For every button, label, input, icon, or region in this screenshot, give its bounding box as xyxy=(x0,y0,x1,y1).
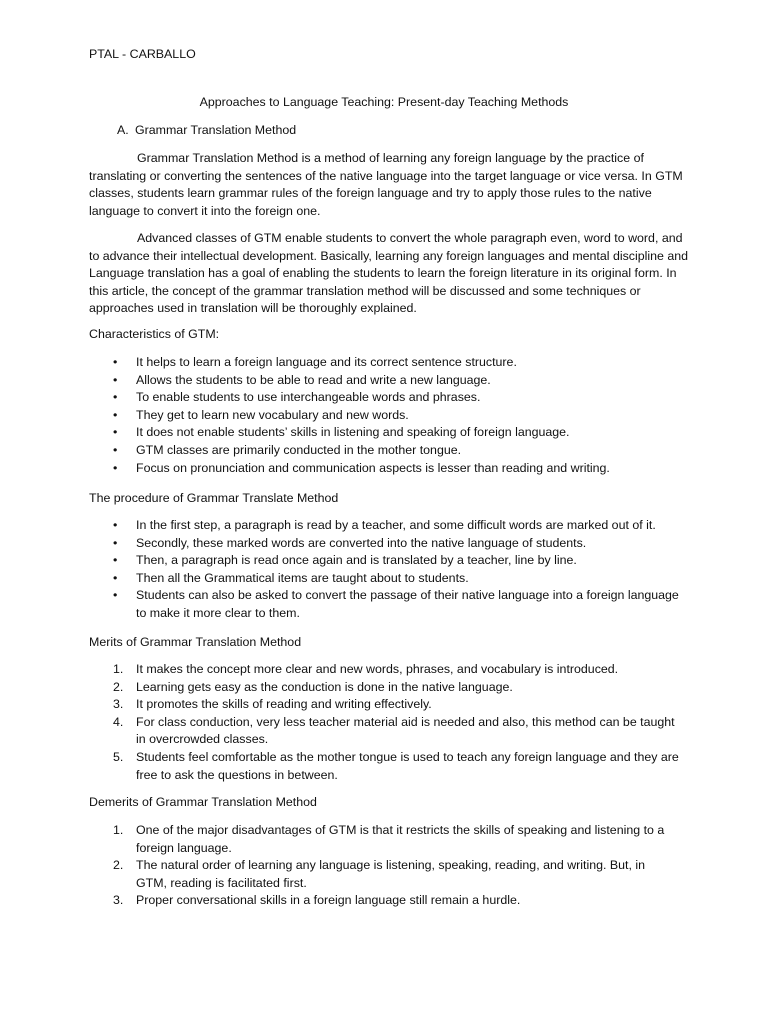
intro-paragraph: Grammar Translation Method is a method of learning any foreign language by the practice of translating or converting the sentences of the native language into the target language or vice versa. In GTM classes, students learn grammar rules of the foreign language and try to apply those rules to the native language to convert it into the foreign one. xyxy=(89,151,683,218)
list-item: 3. Proper conversational skills in a foreign language still remain a hurdle. xyxy=(113,892,679,910)
advanced-classes-paragraph: Advanced classes of GTM enable students to convert the whole paragraph even, word to word, and to advance their intellectual development. Basically, learning any foreign languages and mental discipline and Language translation has a goal of enabling the students to learn the foreign literature in its original form. In this article, the concept of the grammar translation method will be discussed and some techniques or approaches used in translation will be thoroughly explained. xyxy=(89,231,689,316)
bullet-marker: • xyxy=(113,407,118,422)
bullet-marker: • xyxy=(113,460,118,475)
list-item: • They get to learn new vocabulary and new words. xyxy=(113,407,679,425)
item-number: 3. xyxy=(113,697,124,712)
bullet-marker: • xyxy=(113,570,118,585)
list-item: 2. Learning gets easy as the conduction is done in the native language. xyxy=(113,679,679,697)
list-item: • In the first step, a paragraph is read by a teacher, and some difficult words are marked out of it. xyxy=(113,517,679,535)
section-heading-text: Grammar Translation Method xyxy=(135,123,297,137)
characteristics-list xyxy=(113,354,679,477)
merits-label: Merits of Grammar Translation Method xyxy=(89,635,302,649)
item-number: 5. xyxy=(113,749,124,764)
bullet-marker: • xyxy=(113,442,118,457)
list-item: • GTM classes are primarily conducted in the mother tongue. xyxy=(113,442,679,460)
list-item: • Focus on pronunciation and communication aspects is lesser than reading and writing. xyxy=(113,460,679,478)
list-item: • Allows the students to be able to read and write a new language. xyxy=(113,372,679,390)
list-item: 5. Students feel comfortable as the mother tongue is used to teach any foreign language and they are free to ask the questions in between. xyxy=(113,749,679,782)
characteristics-label: Characteristics of GTM: xyxy=(89,327,220,341)
demerits-label: Demerits of Grammar Translation Method xyxy=(89,795,317,809)
list-item: • Then all the Grammatical items are taught about to students. xyxy=(113,570,679,588)
page-title: Approaches to Language Teaching: Present-day Teaching Methods xyxy=(199,95,569,109)
procedure-label: The procedure of Grammar Translate Method xyxy=(89,491,339,505)
bullet-marker: • xyxy=(113,518,118,532)
bullet-marker: • xyxy=(113,372,118,387)
list-item: • It helps to learn a foreign language and its correct sentence structure. xyxy=(113,354,679,372)
list-item: 3. It promotes the skills of reading and writing effectively. xyxy=(113,696,679,714)
list-item: • Then, a paragraph is read once again and is translated by a teacher, line by line. xyxy=(113,552,679,570)
item-number: 2. xyxy=(113,858,124,873)
list-item: 4. For class conduction, very less teacher material aid is needed and also, this method can be taught in overcrowded classes. xyxy=(113,714,675,747)
procedure-list xyxy=(113,517,679,623)
merits-list xyxy=(113,661,679,784)
bullet-marker: • xyxy=(113,355,118,369)
item-number: 2. xyxy=(113,679,124,694)
document-header: PTAL - CARBALLO xyxy=(89,47,196,61)
bullet-marker: • xyxy=(113,535,118,550)
bullet-marker: • xyxy=(113,390,118,405)
item-number: 4. xyxy=(113,714,124,729)
list-item: • It does not enable students’ skills in listening and speaking of foreign language. xyxy=(113,424,679,442)
list-item: 1. It makes the concept more clear and new words, phrases, and vocabulary is introduced. xyxy=(113,661,679,679)
list-item: 1. One of the major disadvantages of GTM is that it restricts the skills of speaking and listening to a foreign language. xyxy=(113,823,665,855)
list-item: 2. The natural order of learning any language is listening, speaking, reading, and writing. But, in GTM, reading is facilitated first. xyxy=(113,858,646,890)
section-heading-grammar-translation xyxy=(117,122,296,140)
item-number: 1. xyxy=(113,662,124,676)
list-item: • Students can also be asked to convert the passage of their native language into a foreign language to make it more clear to them. xyxy=(113,588,679,620)
bullet-marker: • xyxy=(113,553,118,568)
list-item: • Secondly, these marked words are converted into the native language of students. xyxy=(113,535,679,553)
item-number: 3. xyxy=(113,893,124,908)
bullet-marker: • xyxy=(113,588,118,603)
list-item: • To enable students to use interchangeable words and phrases. xyxy=(113,389,679,407)
item-number: 1. xyxy=(113,823,124,837)
bullet-marker: • xyxy=(113,425,118,440)
demerits-list xyxy=(113,822,679,910)
section-letter: A. xyxy=(117,123,129,137)
